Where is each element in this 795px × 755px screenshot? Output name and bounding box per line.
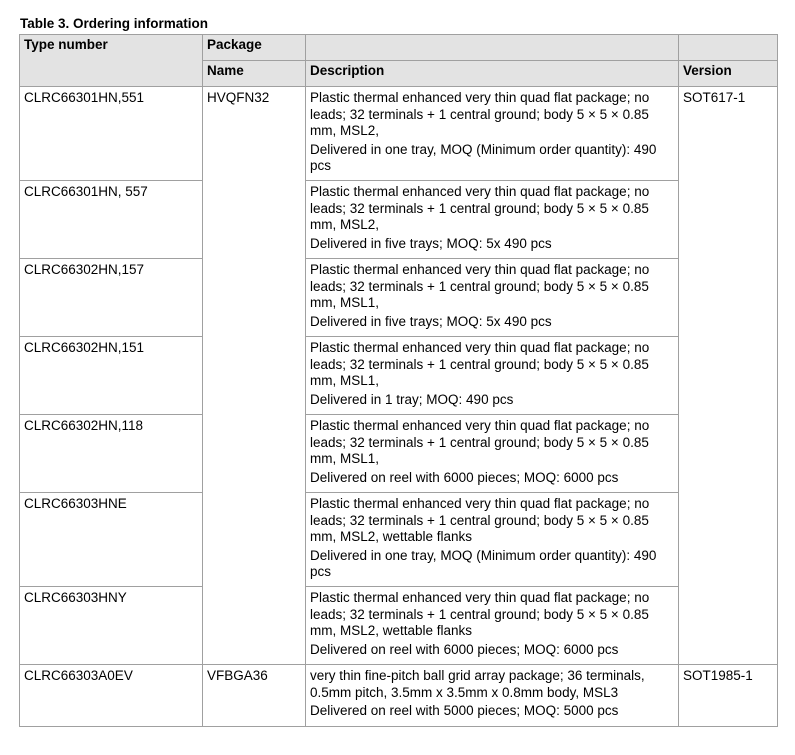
table-row [20, 415, 778, 493]
delivery-text: Delivered in five trays; MOQ: 5x 490 pcs [310, 235, 552, 251]
description-cell [306, 587, 679, 665]
header-version-blank [679, 35, 778, 61]
type-number-cell: CLRC66303HNY [20, 587, 203, 665]
delivery-text: Delivered on reel with 6000 pieces; MOQ: 6000 pcs [310, 641, 619, 657]
table-row [20, 181, 778, 259]
delivery-text: Delivered on reel with 5000 pieces; MOQ: 5000 pcs [310, 703, 619, 718]
delivery-text: Delivered in one tray, MOQ (Minimum order quantity): 490 pcs [310, 141, 657, 173]
type-number-cell: CLRC66303HNE [20, 493, 203, 587]
description-cell [306, 87, 679, 181]
type-number-cell: CLRC66302HN,118 [20, 415, 203, 493]
header-description: Description [306, 61, 679, 87]
description-text: Plastic thermal enhanced very thin quad flat package; no leads; 32 terminals + 1 central ground; body 5 × 5 × 0.85 mm, MSL1, [310, 418, 650, 466]
delivery-text: Delivered in 1 tray; MOQ: 490 pcs [310, 391, 514, 407]
description-cell [306, 493, 679, 587]
description-cell [306, 181, 679, 259]
header-name: Name [203, 61, 306, 87]
description-text: Plastic thermal enhanced very thin quad flat package; no leads; 32 terminals + 1 central ground; body 5 × 5 × 0.85 mm, MSL1, [310, 262, 650, 310]
table-row [20, 87, 778, 181]
table-row [20, 587, 778, 665]
description-text: very thin fine-pitch ball grid array package; 36 terminals, 0.5mm pitch, 3.5mm x 3.5mm x 0.8mm body, MSL3 [310, 668, 645, 700]
type-number-cell: CLRC66301HN,551 [20, 87, 203, 181]
delivery-text: Delivered on reel with 6000 pieces; MOQ: 6000 pcs [310, 469, 619, 485]
description-cell [306, 337, 679, 415]
type-number-cell: CLRC66301HN, 557 [20, 181, 203, 259]
package-name-cell: VFBGA36 [203, 665, 306, 727]
header-type-number: Type number [20, 35, 203, 87]
header-package-blank [306, 35, 679, 61]
description-cell [306, 665, 679, 727]
type-number-cell: CLRC66302HN,151 [20, 337, 203, 415]
description-cell [306, 259, 679, 337]
table-row [20, 665, 778, 727]
header-row-1 [20, 35, 778, 61]
description-text: Plastic thermal enhanced very thin quad flat package; no leads; 32 terminals + 1 central ground; body 5 × 5 × 0.85 mm, MSL2, wettable flanks [310, 496, 650, 544]
package-name-cell: HVQFN32 [203, 87, 306, 665]
table-row [20, 493, 778, 587]
delivery-text: Delivered in one tray, MOQ (Minimum order quantity): 490 pcs [310, 547, 657, 579]
header-version: Version [679, 61, 778, 87]
description-cell [306, 415, 679, 493]
description-text: Plastic thermal enhanced very thin quad flat package; no leads; 32 terminals + 1 central ground; body 5 × 5 × 0.85 mm, MSL2, [310, 90, 650, 138]
type-number-cell: CLRC66303A0EV [20, 665, 203, 727]
table-row [20, 337, 778, 415]
table-caption: Table 3. Ordering information [20, 16, 209, 31]
description-text: Plastic thermal enhanced very thin quad flat package; no leads; 32 terminals + 1 central ground; body 5 × 5 × 0.85 mm, MSL2, wettable flanks [310, 590, 650, 638]
version-cell: SOT1985-1 [679, 665, 778, 727]
table-row [20, 259, 778, 337]
delivery-text: Delivered in five trays; MOQ: 5x 490 pcs [310, 313, 552, 329]
version-cell: SOT617-1 [679, 87, 778, 665]
header-package: Package [203, 35, 306, 61]
type-number-cell: CLRC66302HN,157 [20, 259, 203, 337]
ordering-information-table [19, 34, 778, 727]
description-text: Plastic thermal enhanced very thin quad flat package; no leads; 32 terminals + 1 central ground; body 5 × 5 × 0.85 mm, MSL1, [310, 340, 650, 388]
description-text: Plastic thermal enhanced very thin quad flat package; no leads; 32 terminals + 1 central ground; body 5 × 5 × 0.85 mm, MSL2, [310, 184, 650, 232]
